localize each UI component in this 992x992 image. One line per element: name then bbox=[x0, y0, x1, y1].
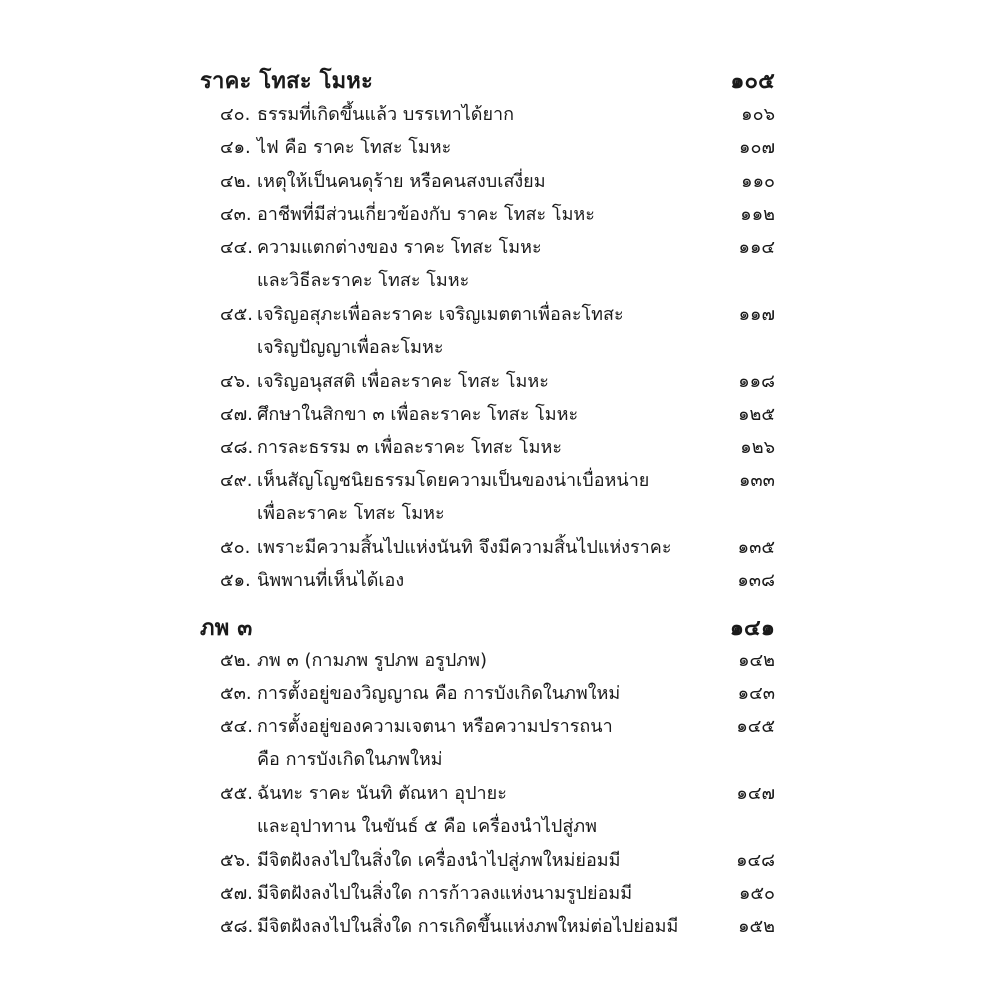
toc-entry bbox=[220, 710, 775, 777]
entry-title-continuation: และอุปาทาน ในขันธ์ ๕ คือ เครื่องนำไปสู่ภพ bbox=[257, 816, 598, 838]
toc-entry bbox=[220, 910, 775, 943]
entry-number: ๔๒. bbox=[220, 171, 252, 192]
toc-entry bbox=[220, 877, 775, 910]
entry-page-number: ๑๒๕ bbox=[738, 404, 775, 425]
entry-page-number: ๑๓๘ bbox=[737, 570, 775, 591]
entry-title-continuation: คือ การบังเกิดในภพใหม่ bbox=[257, 749, 443, 771]
entry-title: ไฟ คือ ราคะ โทสะ โมหะ bbox=[257, 137, 452, 158]
entry-number: ๔๑. bbox=[220, 137, 251, 158]
entry-page-number: ๑๐๖ bbox=[741, 104, 775, 125]
entry-title: เห็นสัญโญชนิยธรรมโดยความเป็นของน่าเบื่อหน่าย bbox=[257, 470, 650, 491]
entry-number: ๕๘. bbox=[220, 916, 254, 937]
entry-title: เพราะมีความสิ้นไปแห่งนันทิ จึงมีความสิ้นไปแห่งราคะ bbox=[257, 537, 672, 558]
entry-number: ๔๔. bbox=[220, 237, 253, 258]
entry-number: ๕๒. bbox=[220, 650, 252, 671]
entry-number: ๕๑. bbox=[220, 570, 251, 591]
entry-number: ๔๖. bbox=[220, 371, 251, 392]
entry-title: มีจิตฝังลงไปในสิ่งใด การก้าวลงแห่งนามรูปย่อมมี bbox=[257, 883, 633, 904]
toc-entry bbox=[220, 464, 775, 531]
entry-title: ธรรมที่เกิดขึ้นแล้ว บรรเทาได้ยาก bbox=[257, 104, 515, 125]
entry-title: ศึกษาในสิกขา ๓ เพื่อละราคะ โทสะ โมหะ bbox=[257, 404, 579, 425]
entry-number: ๕๕. bbox=[220, 783, 253, 804]
toc-entry bbox=[220, 231, 775, 298]
toc-entry bbox=[220, 564, 775, 597]
entry-number: ๔๓. bbox=[220, 204, 252, 225]
entry-title: เหตุให้เป็นคนดุร้าย หรือคนสงบเสงี่ยม bbox=[257, 171, 546, 192]
entry-page-number: ๑๓๓ bbox=[738, 470, 775, 491]
entry-page-number: ๑๐๗ bbox=[739, 137, 775, 158]
entry-title-continuation: เพื่อละราคะ โทสะ โมหะ bbox=[257, 503, 445, 525]
entry-number: ๔๘. bbox=[220, 437, 254, 458]
entry-number: ๕๓. bbox=[220, 683, 252, 704]
entry-number: ๔๐. bbox=[220, 104, 251, 125]
toc-entry bbox=[220, 131, 775, 164]
entry-page-number: ๑๑๒ bbox=[740, 204, 775, 225]
entry-title-continuation: เจริญปัญญาเพื่อละโมหะ bbox=[257, 337, 444, 359]
entry-page-number: ๑๑๐ bbox=[741, 171, 775, 192]
section-heading bbox=[200, 63, 775, 97]
toc-entry bbox=[220, 777, 775, 844]
toc-entry bbox=[220, 98, 775, 131]
toc-entry bbox=[220, 398, 775, 431]
entry-title: การละธรรม ๓ เพื่อละราคะ โทสะ โมหะ bbox=[257, 437, 563, 458]
entry-title: ฉันทะ ราคะ นันทิ ตัณหา อุปายะ bbox=[257, 783, 507, 804]
entry-title: นิพพานที่เห็นได้เอง bbox=[257, 570, 405, 591]
toc-entry bbox=[220, 198, 775, 231]
toc-entry bbox=[220, 298, 775, 365]
entry-page-number: ๑๔๗ bbox=[736, 783, 775, 804]
toc-entry bbox=[220, 365, 775, 398]
section-heading bbox=[200, 610, 775, 644]
entry-number: ๕๖. bbox=[220, 850, 251, 871]
entry-number: ๕๐. bbox=[220, 537, 251, 558]
toc-entry bbox=[220, 431, 775, 464]
entry-page-number: ๑๔๘ bbox=[736, 850, 775, 871]
entry-title: การตั้งอยู่ของวิญญาณ คือ การบังเกิดในภพใหม่ bbox=[257, 683, 621, 704]
entry-page-number: ๑๓๕ bbox=[737, 537, 775, 558]
toc-entry bbox=[220, 531, 775, 564]
entry-title: อาชีพที่มีส่วนเกี่ยวข้องกับ ราคะ โทสะ โมหะ bbox=[257, 204, 595, 225]
section-title: ราคะ โทสะ โมหะ bbox=[200, 68, 374, 94]
entry-number: ๔๕. bbox=[220, 304, 253, 325]
toc-entry bbox=[220, 644, 775, 677]
section-page-number: ๑๔๑ bbox=[729, 615, 775, 641]
section-page-number: ๑๐๕ bbox=[730, 68, 775, 94]
entry-number: ๕๔. bbox=[220, 716, 253, 737]
entry-page-number: ๑๔๒ bbox=[738, 650, 775, 671]
toc-entry bbox=[220, 677, 775, 710]
toc-entry bbox=[220, 165, 775, 198]
entry-number: ๕๗. bbox=[220, 883, 253, 904]
entry-page-number: ๑๕๒ bbox=[738, 916, 775, 937]
entry-title: เจริญอนุสสติ เพื่อละราคะ โทสะ โมหะ bbox=[257, 371, 549, 392]
entry-page-number: ๑๑๔ bbox=[738, 237, 775, 258]
entry-title: ภพ ๓ (กามภพ รูปภพ อรูปภพ) bbox=[257, 650, 488, 671]
entry-page-number: ๑๑๗ bbox=[738, 304, 775, 325]
entry-page-number: ๑๔๓ bbox=[737, 683, 775, 704]
section-title: ภพ ๓ bbox=[200, 615, 253, 641]
entry-page-number: ๑๕๐ bbox=[738, 883, 775, 904]
entry-page-number: ๑๒๖ bbox=[740, 437, 775, 458]
entry-number: ๔๙. bbox=[220, 470, 253, 491]
entry-page-number: ๑๔๕ bbox=[736, 716, 775, 737]
entry-title: มีจิตฝังลงไปในสิ่งใด การเกิดขึ้นแห่งภพใหม่ต่อไปย่อมมี bbox=[257, 916, 679, 937]
entry-title: เจริญอสุภะเพื่อละราคะ เจริญเมตตาเพื่อละโทสะ bbox=[257, 304, 624, 325]
entry-title: การตั้งอยู่ของความเจตนา หรือความปรารถนา bbox=[257, 716, 613, 737]
toc-entry bbox=[220, 844, 775, 877]
entry-number: ๔๗. bbox=[220, 404, 253, 425]
entry-page-number: ๑๑๘ bbox=[738, 371, 775, 392]
entry-title-continuation: และวิธีละราคะ โทสะ โมหะ bbox=[257, 270, 470, 292]
entry-title: ความแตกต่างของ ราคะ โทสะ โมหะ bbox=[257, 237, 542, 258]
entry-title: มีจิตฝังลงไปในสิ่งใด เครื่องนำไปสู่ภพใหม่ย่อมมี bbox=[257, 850, 621, 871]
